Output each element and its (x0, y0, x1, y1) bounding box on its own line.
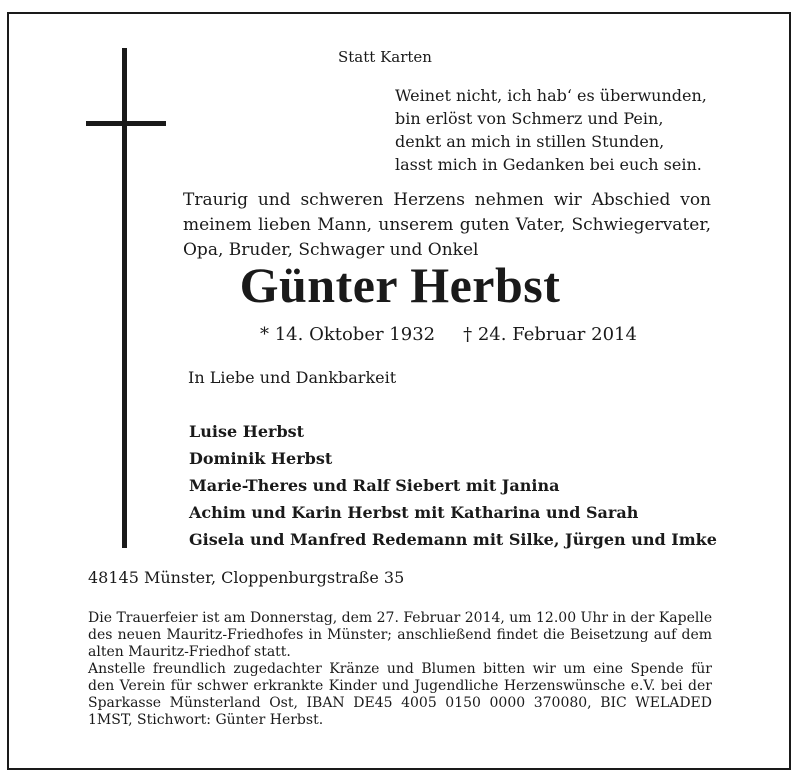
family-member: Gisela und Manfred Redemann mit Silke, Jürgen und Imke (189, 530, 717, 549)
poem-line: denkt an mich in stillen Stunden, (395, 132, 665, 151)
poem-line: bin erlöst von Schmerz und Pein, (395, 109, 664, 128)
family-list (189, 418, 717, 553)
details-line: 1MST, Stichwort: Günter Herbst. (88, 712, 324, 728)
poem-line: lasst mich in Gedanken bei euch sein. (395, 155, 702, 174)
intro-text (183, 188, 711, 263)
cross-horizontal-bar (86, 121, 166, 126)
address: 48145 Münster, Cloppenburgstraße 35 (88, 568, 405, 587)
deceased-name: Günter Herbst (239, 257, 561, 313)
closing-phrase: In Liebe und Dankbarkeit (188, 368, 397, 387)
intro-line: meinem lieben Mann, unserem guten Vater, Schwiegervater, (183, 215, 711, 235)
family-member: Dominik Herbst (189, 449, 333, 468)
family-member: Achim und Karin Herbst mit Katharina und Sarah (189, 503, 639, 522)
family-member: Luise Herbst (189, 422, 305, 441)
birth-date: * 14. Oktober 1932 (260, 324, 436, 345)
intro-line: Traurig und schweren Herzens nehmen wir Abschied von (183, 190, 711, 210)
intro-line: Opa, Bruder, Schwager und Onkel (183, 240, 479, 260)
details-line: des neuen Mauritz-Friedhofes in Münster; anschließend findet die Beisetzung auf dem (88, 627, 712, 643)
poem (395, 84, 707, 176)
family-member: Marie-Theres und Ralf Siebert mit Janina (189, 476, 560, 495)
details-line: Sparkasse Münsterland Ost, IBAN DE45 4005 0150 0000 370080, BIC WELADED (88, 695, 712, 711)
poem-line: Weinet nicht, ich hab‘ es überwunden, (395, 86, 707, 105)
death-date: † 24. Februar 2014 (463, 324, 637, 345)
details-line: alten Mauritz-Friedhof statt. (88, 644, 291, 660)
details-line: Anstelle freundlich zugedachter Kränze und Blumen bitten wir um eine Spende für (88, 661, 712, 677)
details-line: den Verein für schwer erkrankte Kinder und Jugendliche Herzenswünsche e.V. bei der (88, 678, 712, 694)
funeral-details (88, 610, 712, 729)
statt-karten-label: Statt Karten (338, 48, 432, 66)
details-line: Die Trauerfeier ist am Donnerstag, dem 27. Februar 2014, um 12.00 Uhr in der Kapelle (88, 610, 713, 626)
life-dates (260, 324, 637, 345)
